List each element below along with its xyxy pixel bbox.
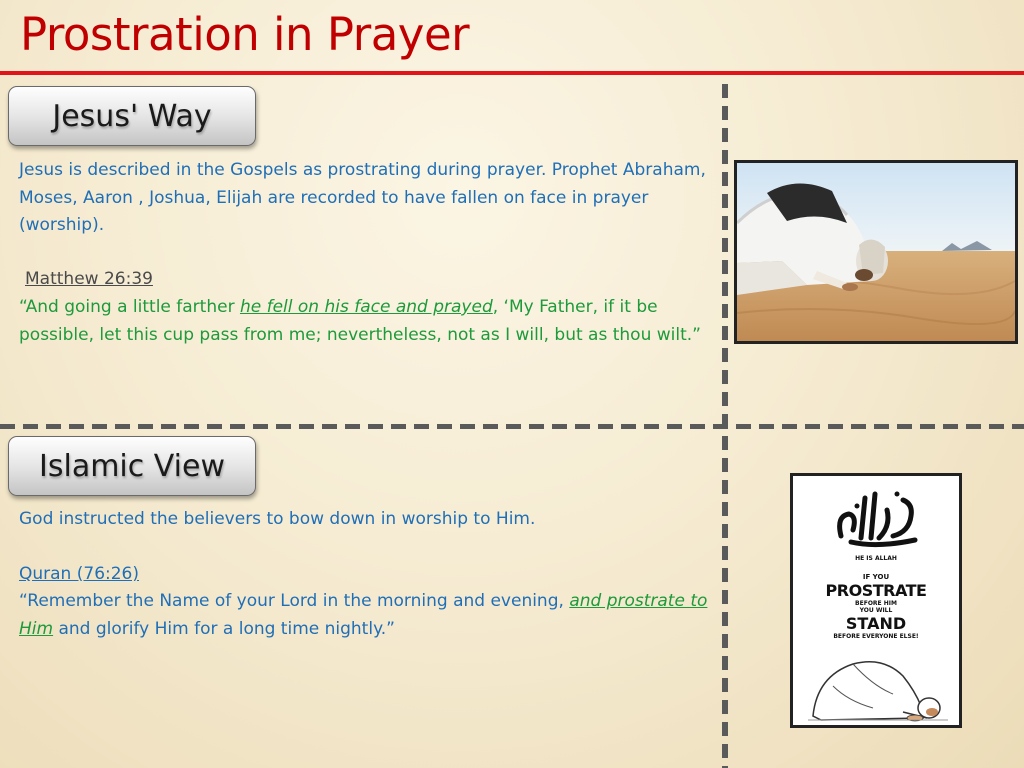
quran-quote-close: and glorify Him for a long time nightly.” xyxy=(53,618,395,639)
poster-before-him: BEFORE HIM xyxy=(855,600,897,607)
islamic-description xyxy=(19,506,709,534)
jesus-way-button[interactable]: Jesus' Way xyxy=(8,86,256,146)
prostrating-figure-icon xyxy=(803,646,953,724)
quran-quote-open: “Remember the Name of your Lord in the morning and evening, xyxy=(19,591,570,611)
matthew-reference[interactable]: Matthew 26:39 xyxy=(25,269,153,289)
poster-if-you: IF YOU xyxy=(862,573,890,581)
quran-reference[interactable]: Quran (76:26) xyxy=(19,564,139,584)
horizontal-dashed-divider xyxy=(0,424,1024,429)
slide-title: Prostration in Prayer xyxy=(20,8,470,61)
matthew-quote-close: , ‘My Father, if it be possible, let this cup pass from me; nevertheless, not as I will, but as thou wilt.” xyxy=(19,297,701,345)
islamic-description-text: God instructed the believers to bow down in worship to Him. xyxy=(19,509,536,529)
man-prostrating-in-desert-photo xyxy=(734,160,1018,344)
poster-prostrate: PROSTRATE xyxy=(825,581,927,600)
islamic-view-button[interactable]: Islamic View xyxy=(8,436,256,496)
matthew-quote-open: “And going a little farther xyxy=(19,297,240,317)
poster-you-will: YOU WILL xyxy=(859,607,893,614)
arabic-calligraphy-icon xyxy=(831,486,923,548)
poster-before-everyone: BEFORE EVERYONE ELSE! xyxy=(833,633,919,640)
quran-reference-block xyxy=(19,561,319,589)
calligraphy-prostration-poster xyxy=(790,473,962,728)
quran-quote-emphasis: and prostrate to Him xyxy=(19,591,708,639)
jesus-description xyxy=(19,157,709,240)
jesus-description-text: Jesus is described in the Gospels as prostrating during prayer. Prophet Abraham, Moses, Aaron , Joshua, Elijah are recorded to have fallen on face in prayer (worship). xyxy=(19,160,706,235)
poster-stand: STAND xyxy=(845,614,907,633)
matthew-reference-block xyxy=(25,266,325,294)
poster-he-is-allah: HE IS ALLAH xyxy=(855,555,897,562)
matthew-quote-emphasis: he fell on his face and prayed xyxy=(239,297,493,317)
title-underline xyxy=(0,71,1024,75)
matthew-quote xyxy=(19,294,709,349)
quran-quote xyxy=(19,588,709,643)
